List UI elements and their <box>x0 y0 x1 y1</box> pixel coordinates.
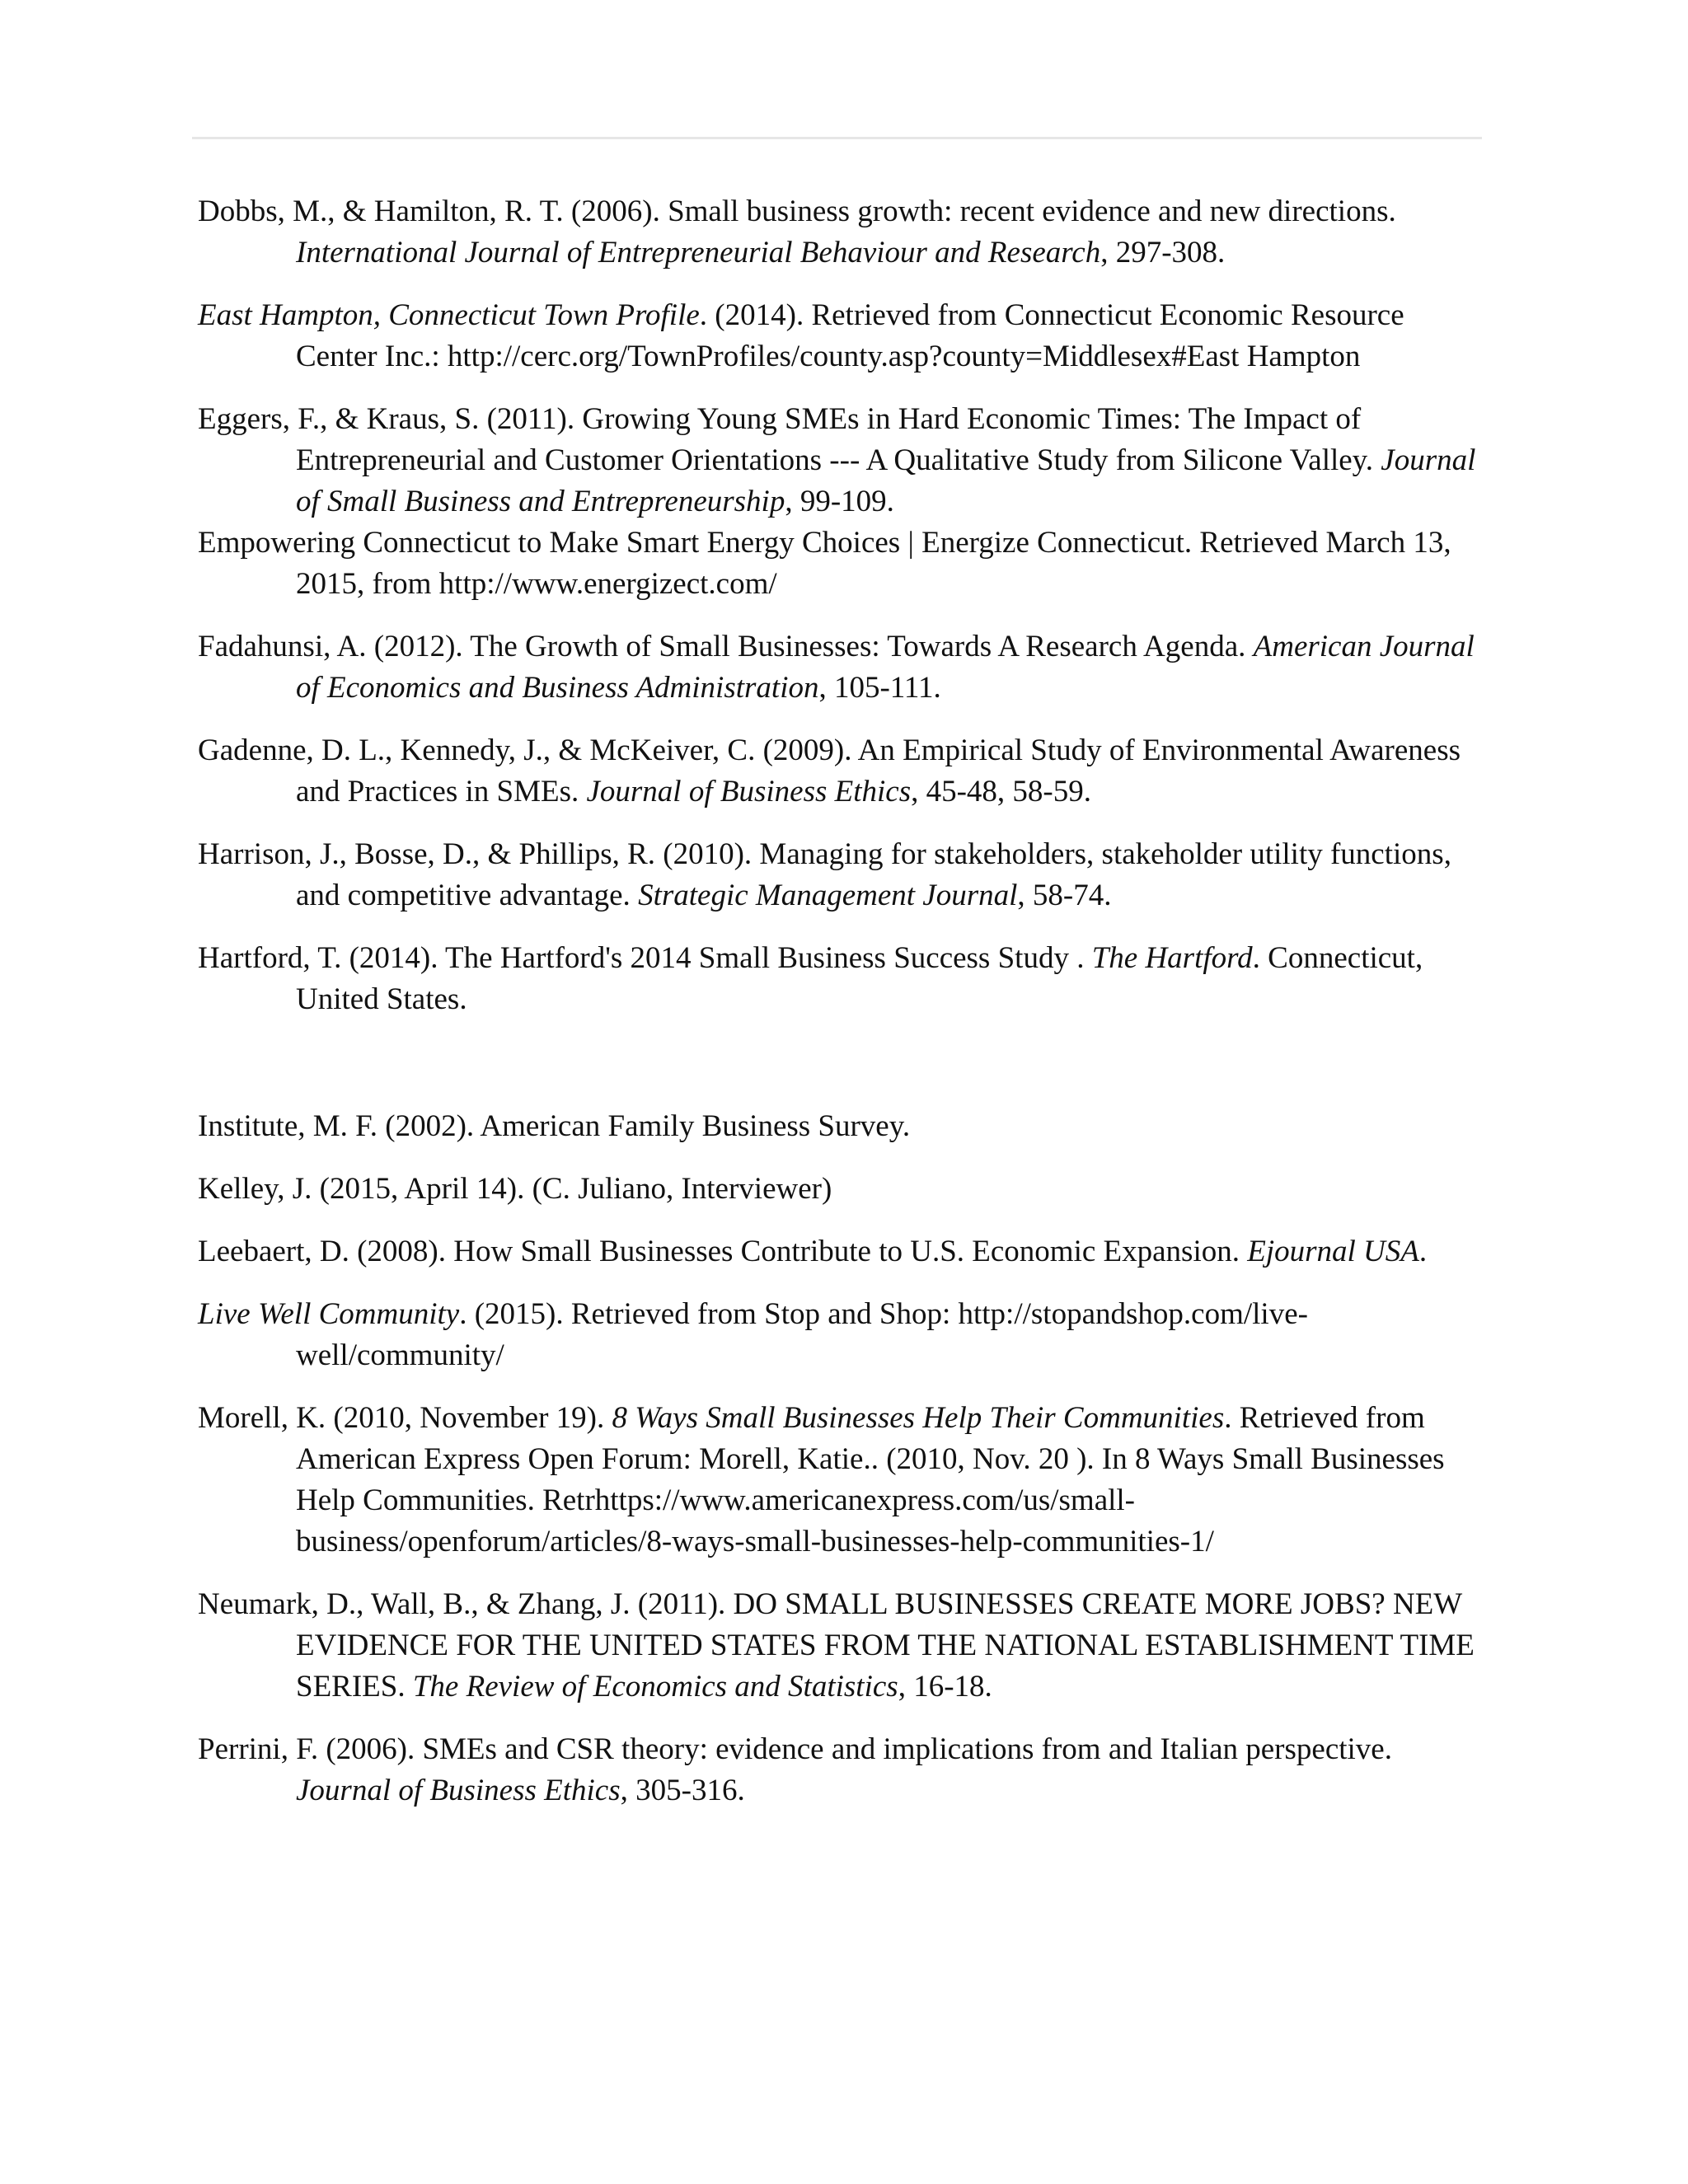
reference-entry: Hartford, T. (2014). The Hartford's 2014 Small Business Success Study . The Hartford. Connecticut, United States. <box>198 941 1423 1016</box>
reference-entry: Perrini, F. (2006). SMEs and CSR theory: evidence and implications from and Italian perspective. Journal of Business Ethics, 305-316. <box>198 1732 1392 1807</box>
reference-entry: Kelley, J. (2015, April 14). (C. Juliano, Interviewer) <box>198 1172 832 1206</box>
reference-entry: Institute, M. F. (2002). American Family Business Survey. <box>198 1109 911 1143</box>
reference-list <box>198 191 1484 1833</box>
reference-entry: Morell, K. (2010, November 19). 8 Ways Small Businesses Help Their Communities. Retrieved from American Express Open Forum: Morell, Katie.. (2010, Nov. 20 ). In 8 Ways Small Businesses Help Communities. Retrhttps://www.americanexpress.com/us/small-business/openforum/articles/8-ways-small-businesses-help-communities-1/ <box>198 1401 1445 1558</box>
reference-entry: Neumark, D., Wall, B., & Zhang, J. (2011). DO SMALL BUSINESSES CREATE MORE JOBS? NEW EVIDENCE FOR THE UNITED STATES FROM THE NATIONAL ESTABLISHMENT TIME SERIES. The Review of Economics and Statistics, 16-18. <box>198 1587 1475 1704</box>
reference-entry: East Hampton, Connecticut Town Profile. (2014). Retrieved from Connecticut Economic Resource Center Inc.: http://cerc.org/TownProfiles/county.asp?county=Middlesex#East Hampton <box>198 298 1404 373</box>
reference-entry: Live Well Community. (2015). Retrieved from Stop and Shop: http://stopandshop.com/live-well/community/ <box>198 1297 1308 1372</box>
reference-entry: Fadahunsi, A. (2012). The Growth of Small Businesses: Towards A Research Agenda. American Journal of Economics and Business Administration, 105-111. <box>198 630 1475 705</box>
reference-entry: Gadenne, D. L., Kennedy, J., & McKeiver, C. (2009). An Empirical Study of Environmental Awareness and Practices in SMEs. Journal of Business Ethics, 45-48, 58-59. <box>198 733 1461 808</box>
reference-entry: Empowering Connecticut to Make Smart Energy Choices | Energize Connecticut. Retrieved March 13, 2015, from http://www.energizect.com/ <box>198 526 1451 601</box>
reference-entry: Eggers, F., & Kraus, S. (2011). Growing Young SMEs in Hard Economic Times: The Impact of Entrepreneurial and Customer Orientations --- A Qualitative Study from Silicone Valley. Journal of Small Business and Entrepreneurship, 99-109. <box>198 402 1476 518</box>
reference-entry: Dobbs, M., & Hamilton, R. T. (2006). Small business growth: recent evidence and new directions. International Journal of Entrepreneurial Behaviour and Research, 297-308. <box>198 194 1396 269</box>
reference-entry: Harrison, J., Bosse, D., & Phillips, R. (2010). Managing for stakeholders, stakeholder utility functions, and competitive advantage. Strategic Management Journal, 58-74. <box>198 837 1451 912</box>
reference-entry: Leebaert, D. (2008). How Small Businesses Contribute to U.S. Economic Expansion. Ejournal USA. <box>198 1235 1428 1268</box>
header-divider <box>192 137 1482 139</box>
